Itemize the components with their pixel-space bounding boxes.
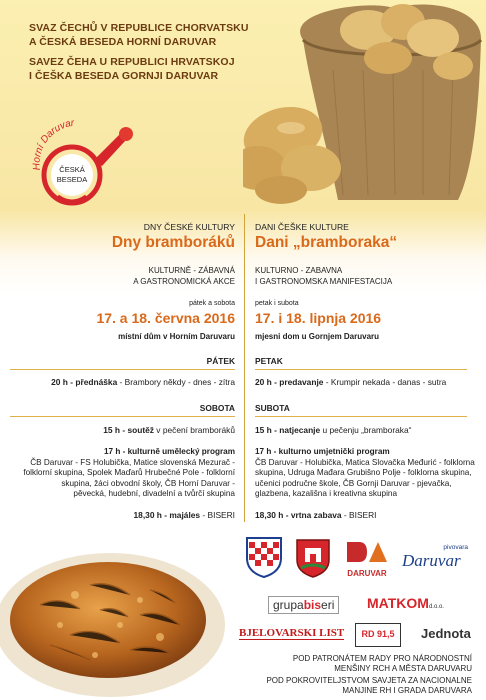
czech-saturday-item-3	[134, 510, 235, 520]
czech-friday-time: 20 h -	[51, 377, 76, 387]
pivovara-top-text: pivovara	[443, 544, 468, 551]
czech-sat2-head: 17 h - kulturně umělecký program	[103, 447, 235, 456]
header-line-4: I ČEŠKA BESEDA GORNJI DARUVAR	[29, 70, 219, 82]
croatian-title: Dani „bramboraka“	[255, 234, 398, 251]
header-line-3: SAVEZ ČEHA U REPUBLICI HRVATSKOJ	[29, 56, 235, 68]
czech-sat1-time: 15 h -	[103, 425, 128, 435]
logo-inner-line1: ČESKÁ	[59, 165, 85, 174]
czech-rule-1	[10, 369, 235, 370]
sponsor-logos	[237, 530, 486, 700]
croatian-sat2-head: 17 h - kulturno umjetnički program	[255, 447, 390, 456]
matkom-logo	[367, 595, 444, 611]
czech-section-friday: PÁTEK	[206, 356, 235, 366]
croatian-friday-item	[255, 377, 446, 387]
ceska-beseda-logo	[28, 120, 136, 210]
jednota-logo: Jednota	[421, 626, 471, 641]
croatian-days: petak i subota	[255, 300, 299, 307]
header-line-1: SVAZ ČECHŮ V REPUBLICE CHORVATSKU	[29, 22, 249, 34]
croatia-coat-of-arms-icon	[245, 536, 283, 578]
bjelovarski-list-logo: BJELOVARSKI LIST	[239, 627, 345, 639]
potato-pancake-illustration	[0, 525, 248, 700]
czech-saturday-item-1	[103, 425, 235, 435]
croatian-rule-1	[255, 369, 467, 370]
croatian-sat1-desc: u pečenju „bramboraka“	[320, 425, 412, 435]
czech-subtitle-2: A GASTRONOMICKÁ AKCE	[133, 277, 235, 286]
czech-sat1-label: soutěž	[127, 425, 154, 435]
czech-venue: místní dům v Horním Daruvaru	[118, 332, 235, 341]
croatian-patronage-line2: MANJINE RH I GRADA DARUVARA	[342, 686, 472, 695]
croatian-sat2-line4: glazbena, kazališna i kreativna skupina	[255, 489, 398, 499]
czech-saturday-program	[23, 447, 235, 500]
daruvar-logo-text: DARUVAR	[347, 569, 387, 578]
croatian-sat3-label: vrtna zabava	[290, 510, 342, 520]
croatian-saturday-item-3	[255, 510, 377, 520]
grupa-biseri-text-b: bis	[303, 598, 322, 612]
croatian-friday-time: 20 h -	[255, 377, 280, 387]
radio-logo	[355, 623, 401, 647]
daruvar-tourism-logo	[341, 540, 393, 580]
croatian-date: 17. i 18. lipnja 2016	[255, 310, 382, 326]
czech-patronage-line2: MENŠINY RCH A MĚSTA DARUVARU	[334, 664, 472, 673]
daruvar-mark-icon	[345, 540, 389, 564]
matkom-suffix: d.o.o.	[428, 604, 444, 610]
czech-title: Dny bramboráků	[111, 234, 235, 251]
croatian-sat3-desc: - BISERI	[341, 510, 377, 520]
czech-patronage	[293, 654, 472, 674]
czech-days: pátek a sobota	[189, 300, 235, 307]
pivovara-logo-text: Daruvar	[402, 551, 461, 570]
potato-sack-illustration	[243, 0, 486, 205]
czech-sat1-desc: v pečení bramboráků	[153, 425, 235, 435]
croatian-saturday-program	[255, 447, 475, 500]
logo-inner-line2: BESEDA	[56, 175, 88, 184]
grupa-biseri-text-c: eri	[321, 598, 335, 612]
czech-subtitle-1: KULTURNĚ - ZÁBAVNÁ	[148, 266, 235, 275]
czech-patronage-line1: POD PATRONÁTEM RADY PRO NÁRODNOSTNÍ	[292, 654, 472, 663]
daruvar-city-arms-icon	[295, 538, 331, 578]
croatian-sat2-line1: ČB Daruvar - Holubička, Matica Slovačka Međurić - folklorna	[255, 457, 475, 467]
czech-sat3-time: 18,30 h -	[133, 510, 170, 520]
czech-sat2-line3: skupina, žáci obvodní školy, ČB Horní Daruvar -	[61, 478, 235, 488]
croatian-sat3-time: 18,30 h -	[255, 510, 291, 520]
czech-sat3-label: majáles	[169, 510, 201, 520]
czech-sat2-line4: pěvecká, hudební, divadelní a tvůrčí skupina	[73, 489, 235, 499]
grupa-biseri-text-a: grupa	[273, 598, 304, 612]
czech-rule-2	[10, 416, 235, 417]
czech-section-saturday: SOBOTA	[199, 403, 235, 413]
croatian-subtitle-2: I GASTRONOMSKA MANIFESTACIJA	[255, 277, 393, 286]
header-line-2: A ČESKÁ BESEDA HORNÍ DARUVAR	[29, 36, 217, 48]
croatian-rule-2	[255, 416, 467, 417]
croatian-friday-desc: - Krumpir nekada - danas - sutra	[323, 377, 447, 387]
grupa-biseri-logo	[268, 596, 339, 614]
croatian-venue: mjesni dom u Gornjem Daruvaru	[255, 332, 380, 341]
czech-friday-desc: - Brambory někdy - dnes - zítra	[117, 377, 235, 387]
croatian-section-friday: PETAK	[255, 356, 283, 366]
croatian-sat2-line3: učenici područne škole, ČB Gornji Daruvar - pjevačka,	[255, 478, 452, 488]
pivovara-daruvar-logo	[402, 544, 482, 578]
croatian-kicker: DANI ČEŠKE KULTURE	[255, 222, 349, 232]
croatian-patronage	[266, 676, 472, 696]
column-divider	[244, 214, 245, 522]
czech-friday-item	[51, 377, 235, 387]
czech-sat2-line1: ČB Daruvar - FS Holubička, Matice slovenská Mezurač -	[30, 457, 235, 467]
croatian-saturday-item-1	[255, 425, 411, 435]
croatian-subtitle-1: KULTURNO - ZABAVNA	[255, 266, 343, 275]
croatian-sat1-label: natjecanje	[279, 425, 321, 435]
czech-friday-label: přednáška	[75, 377, 118, 387]
czech-sat2-line2: folklorní skupina, Spolek Maďarů Hrubečné Pole - folklorní	[23, 468, 235, 478]
czech-kicker: DNY ČESKÉ KULTURY	[143, 222, 235, 232]
czech-date: 17. a 18. června 2016	[96, 310, 235, 326]
czech-sat3-desc: - BISERI	[200, 510, 235, 520]
radio-logo-text: RD 91,5	[361, 629, 395, 639]
matkom-logo-text: MATKOM	[367, 595, 429, 611]
croatian-friday-label: predavanje	[279, 377, 324, 387]
logo-arc-text: Horní Daruvar	[31, 120, 75, 171]
croatian-section-saturday: SUBOTA	[255, 403, 290, 413]
croatian-sat1-time: 15 h -	[255, 425, 280, 435]
croatian-sat2-line2: skupina, Udruga Mađara Grubišno Polje - folklorna skupina,	[255, 468, 472, 478]
croatian-patronage-line1: POD POKROVITELJSTVOM SAVJETA ZA NACIONALNE	[266, 676, 472, 685]
